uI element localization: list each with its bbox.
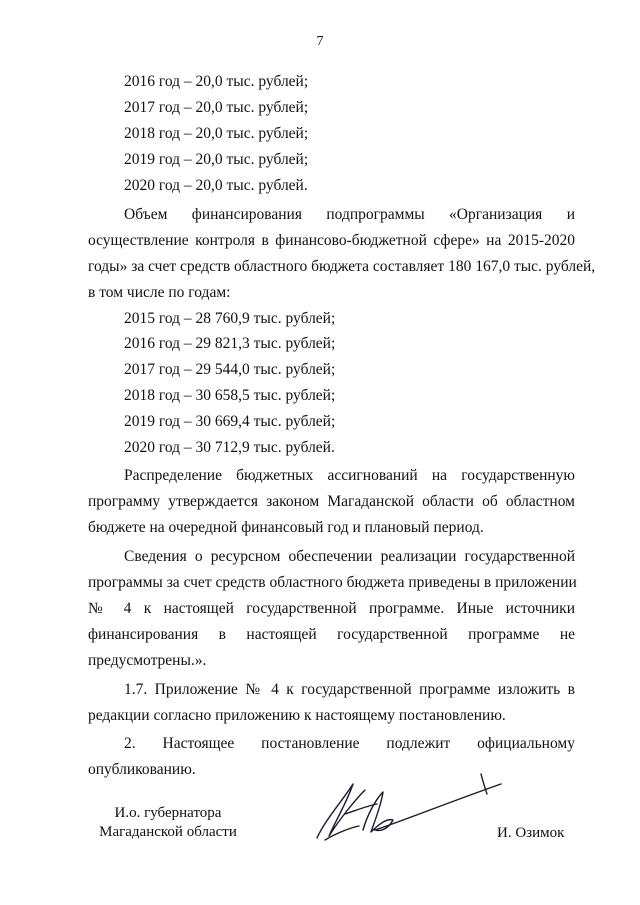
signatory-title-line2: Магаданской области (99, 824, 237, 840)
paragraph-line: 1.7. Приложение № 4 к государственной программе изложить в (124, 681, 575, 698)
paragraph-line: предусмотрены.». (88, 652, 207, 669)
signatory-name: И. Озимок (497, 825, 565, 841)
paragraph-line: программу утверждается законом Магаданской области об областном (88, 493, 575, 510)
paragraph-line: бюджете на очередной финансовый год и плановый период. (88, 519, 484, 536)
list-item: 2020 год – 30 712,9 тыс. рублей. (124, 439, 335, 456)
paragraph-line: годы» за счет средств областного бюджета составляет 180 167,0 тыс. рублей, (88, 258, 596, 275)
paragraph-line: Объем финансирования подпрограммы «Организация и (124, 206, 575, 223)
paragraph-line: № 4 к настоящей государственной программе. Иные источники (88, 600, 575, 617)
paragraph-line: редакции согласно приложению к настоящему постановлению. (88, 707, 506, 724)
paragraph-line: финансирования в настоящей государственной программе не (88, 626, 575, 643)
signatory-title-line1: И.о. губернатора (114, 805, 222, 821)
signatory-title (88, 804, 248, 842)
list-item: 2019 год – 20,0 тыс. рублей; (124, 151, 309, 168)
list-item: 2018 год – 20,0 тыс. рублей; (124, 125, 309, 142)
paragraph-line: программы за счет средств областного бюджета приведены в приложении (88, 574, 577, 591)
list-item: 2017 год – 20,0 тыс. рублей; (124, 99, 309, 116)
paragraph-line: в том числе по годам: (88, 284, 231, 301)
list-item: 2019 год – 30 669,4 тыс. рублей; (124, 413, 336, 430)
list-item: 2015 год – 28 760,9 тыс. рублей; (124, 310, 336, 327)
page-number: 7 (316, 34, 324, 49)
paragraph-line: Распределение бюджетных ассигнований на государственную (124, 467, 575, 484)
paragraph-line: Сведения о ресурсном обеспечении реализации государственной (124, 548, 575, 565)
list-item: 2020 год – 20,0 тыс. рублей. (124, 177, 308, 194)
paragraph-line: осуществление контроля в финансово-бюджетной сфере» на 2015-2020 (88, 232, 575, 249)
list-item: 2018 год – 30 658,5 тыс. рублей; (124, 387, 336, 404)
paragraph-line: опубликованию. (88, 761, 196, 778)
list-item: 2016 год – 29 821,3 тыс. рублей; (124, 335, 336, 352)
paragraph-line: 2. Настоящее постановление подлежит официальному (124, 735, 575, 752)
handwritten-signature (305, 770, 505, 850)
list-item: 2017 год – 29 544,0 тыс. рублей; (124, 361, 336, 378)
list-item: 2016 год – 20,0 тыс. рублей; (124, 73, 309, 90)
